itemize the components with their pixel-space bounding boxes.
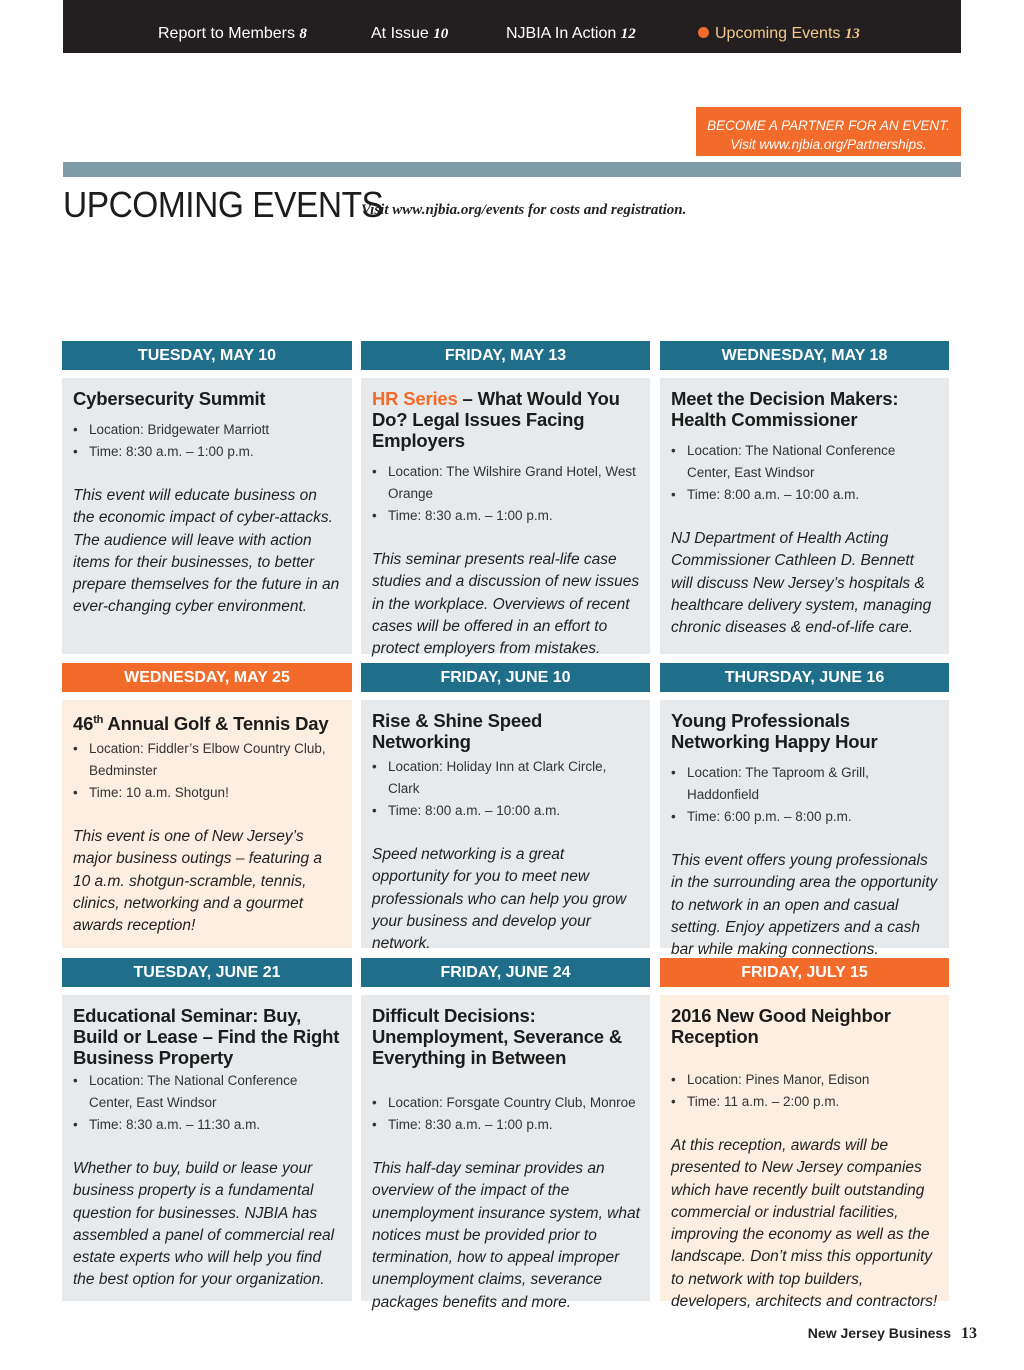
event-date-header: FRIDAY, JULY 15 [660, 958, 949, 987]
event-title: Cybersecurity Summit [73, 388, 266, 409]
publication-name: New Jersey Business [807, 1325, 951, 1341]
event-description: This event will educate business on the economic impact of cyber-attacks. The audience will leave with action items for their businesses, to better prepare themselves for the future in an ever-changing cyber environment. [73, 487, 340, 616]
nav-page-number: 12 [620, 26, 636, 42]
event-details [671, 1069, 939, 1113]
event-title-ordinal: th [93, 714, 104, 726]
active-dot-icon [698, 27, 709, 38]
event-location: • Location: Forsgate Country Club, Monroe [372, 1092, 640, 1114]
event-title: Educational Seminar: Buy, Build or Lease – Find the Right Business Property [73, 1005, 340, 1068]
event-title: Meet the Decision Makers: Health Commissioner [671, 388, 899, 430]
event-details [671, 762, 939, 828]
event-details [73, 419, 342, 463]
nav-page-number: 8 [299, 26, 307, 42]
event-time: • Time: 8:30 a.m. – 1:00 p.m. [372, 505, 640, 527]
event-time: • Time: 10 a.m. Shotgun! [73, 782, 342, 804]
nav-item-at-issue[interactable] [371, 25, 448, 43]
event-series-label: HR Series [372, 388, 458, 409]
page-subtitle: Visit www.njbia.org/events for costs and registration. [361, 202, 687, 218]
event-time: • Time: 8:30 a.m. – 1:00 p.m. [73, 441, 342, 463]
event-time: • Time: 8:00 a.m. – 10:00 a.m. [372, 800, 640, 822]
nav-label: Upcoming Events [715, 25, 841, 42]
page-number: 13 [961, 1325, 977, 1342]
event-date-header: TUESDAY, JUNE 21 [62, 958, 352, 987]
event-description: This seminar presents real-life case studies and a discussion of new issues in the workplace. Overviews of recent cases will be offered in an effort to protect employers from mistakes. [372, 551, 640, 658]
top-nav [63, 0, 961, 53]
event-title [372, 388, 640, 451]
event-card [361, 378, 650, 658]
event-location: • Location: Bridgewater Marriott [73, 419, 342, 441]
event-card [361, 700, 650, 953]
page-title: UPCOMING EVENTS [63, 184, 384, 225]
event-card [660, 995, 949, 1311]
event-location: • Location: Holiday Inn at Clark Circle, Clark [372, 756, 640, 800]
event-title: Young Professionals Networking Happy Hour [671, 710, 878, 752]
event-description: NJ Department of Health Acting Commissioner Cathleen D. Bennett will discuss New Jersey’s hospitals & healthcare delivery system, managing chronic diseases & end-of-life care. [671, 530, 932, 637]
event-details [671, 440, 939, 506]
nav-page-number: 10 [433, 26, 449, 42]
nav-item-upcoming-events[interactable] [698, 25, 860, 43]
event-date-header: THURSDAY, JUNE 16 [660, 663, 949, 692]
event-description: This event offers young professionals in the surrounding area the opportunity to network in an open and casual setting. Enjoy appetizers and a cash bar while making connections. [671, 852, 938, 959]
event-time: • Time: 11 a.m. – 2:00 p.m. [671, 1091, 939, 1113]
event-details [372, 461, 640, 527]
event-date-header: TUESDAY, MAY 10 [62, 341, 352, 370]
event-location: • Location: Pines Manor, Edison [671, 1069, 939, 1091]
partner-link[interactable]: Visit www.njbia.org/Partnerships. [730, 137, 927, 152]
event-location: • Location: The Taproom & Grill, Haddonfield [671, 762, 939, 806]
page-footer [808, 1325, 977, 1343]
event-card [660, 700, 949, 959]
nav-label: Report to Members [158, 25, 295, 42]
event-title [73, 710, 342, 734]
event-location: • Location: The National Conference Center, East Windsor [671, 440, 939, 484]
event-description: Speed networking is a great opportunity for you to meet new professionals who can help you grow your business and develop your network. [372, 846, 627, 953]
event-date-header: WEDNESDAY, MAY 18 [660, 341, 949, 370]
event-card [660, 378, 949, 654]
header-rule [63, 162, 961, 177]
event-details [372, 756, 640, 822]
event-card [62, 700, 352, 948]
event-date-header: FRIDAY, MAY 13 [361, 341, 650, 370]
event-card [361, 995, 650, 1311]
partner-callout[interactable] [696, 107, 961, 156]
event-details [372, 1092, 640, 1136]
event-time: • Time: 8:30 a.m. – 1:00 p.m. [372, 1114, 640, 1136]
event-description: This event is one of New Jersey’s major business outings – featuring a 10 a.m. shotgun-scramble, tennis, clinics, networking and a gourmet awards reception! [73, 828, 323, 935]
nav-label: NJBIA In Action [506, 25, 617, 42]
event-location: • Location: The National Conference Center, East Windsor [73, 1070, 342, 1114]
event-title-number: 46 [73, 713, 94, 735]
event-date-header: FRIDAY, JUNE 10 [361, 663, 650, 692]
event-description: Whether to buy, build or lease your business property is a fundamental question for businesses. NJBIA has assembled a panel of commercial real estate experts who will help you find the best option for your organization. [73, 1160, 335, 1289]
event-card [62, 995, 352, 1301]
event-card [62, 378, 352, 654]
event-date-header: FRIDAY, JUNE 24 [361, 958, 650, 987]
event-details [73, 1070, 342, 1136]
event-title: Rise & Shine Speed Networking [372, 710, 543, 752]
event-time: • Time: 6:00 p.m. – 8:00 p.m. [671, 806, 939, 828]
event-location: • Location: Fiddler’s Elbow Country Club, Bedminster [73, 738, 342, 782]
event-title-text: – What Would You Do? Legal Issues Facing Employers [372, 388, 620, 451]
event-description: At this reception, awards will be presented to New Jersey companies which have recently built outstanding commercial or industrial facilities, improving the economy as well as the landscape. Don’t miss this opportunity to network with top builders, developers, architects and contractors! [671, 1137, 938, 1311]
event-details [73, 738, 342, 804]
nav-label: At Issue [371, 25, 429, 42]
event-date-header: WEDNESDAY, MAY 25 [62, 663, 352, 692]
event-time: • Time: 8:30 a.m. – 11:30 a.m. [73, 1114, 342, 1136]
partner-line-1: BECOME A PARTNER FOR AN EVENT. [707, 118, 950, 133]
nav-item-report-to-members[interactable] [158, 25, 307, 43]
event-description: This half-day seminar provides an overview of the impact of the unemployment insurance system, what notices must be provided prior to termination, how to appeal improper unemployment claims, severance packages benefits and more. [372, 1160, 640, 1311]
event-location: • Location: The Wilshire Grand Hotel, West Orange [372, 461, 640, 505]
nav-item-njbia-in-action[interactable] [506, 25, 636, 43]
event-time: • Time: 8:00 a.m. – 10:00 a.m. [671, 484, 939, 506]
event-title-text: Annual Golf & Tennis Day [103, 713, 329, 735]
nav-page-number: 13 [844, 26, 860, 42]
event-title: Difficult Decisions: Unemployment, Severance & Everything in Between [372, 1005, 622, 1068]
event-title: 2016 New Good Neighbor Reception [671, 1005, 891, 1047]
